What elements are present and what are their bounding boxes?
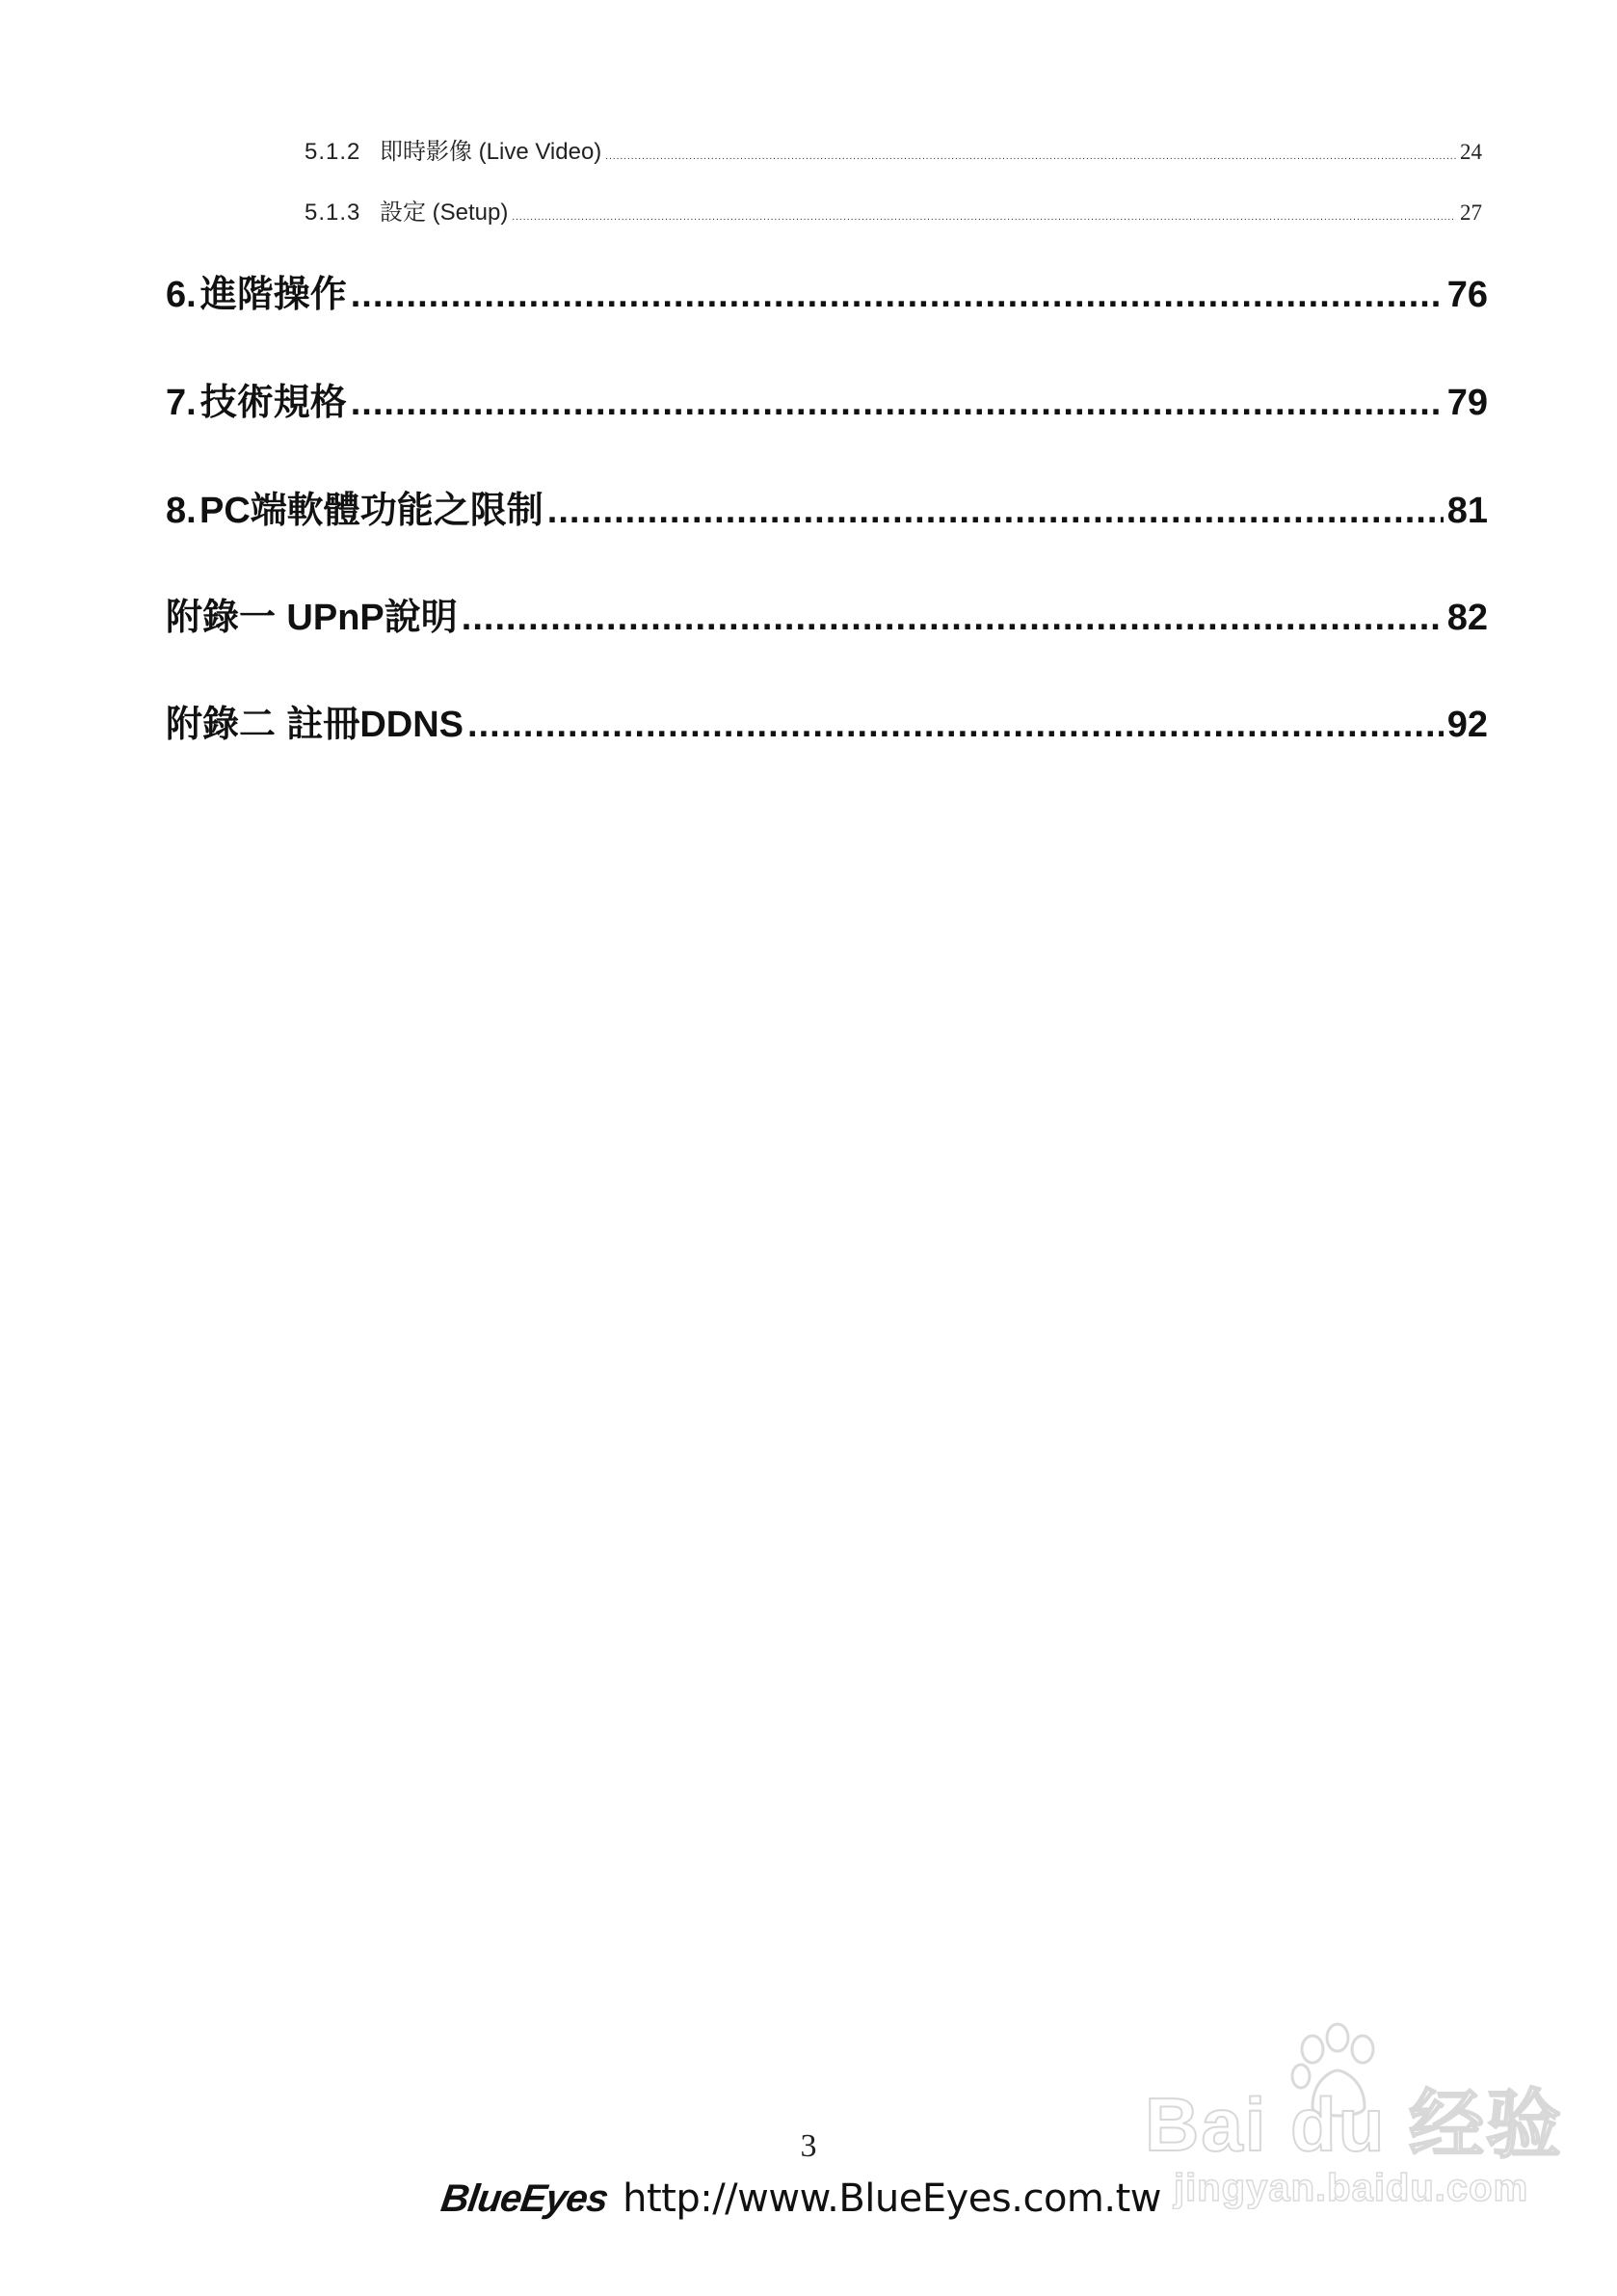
dot-leader [462,598,1444,639]
dot-leader [467,705,1444,746]
dot-leader [351,383,1444,424]
page-footer [437,2176,1162,2221]
toc-entry-title: 即時影像 (Live Video) [380,139,602,165]
baidu-watermark [1126,2020,1564,2223]
toc-chapter-6[interactable] [166,264,1488,317]
toc-entry-title: 設定 (Setup) [380,200,509,226]
toc-chapter-page: 76 [1446,275,1488,315]
toc-entry-5-1-2[interactable] [305,132,1482,166]
toc-entry-number: 5.1.2 [305,139,361,165]
toc-entry-page: 24 [1460,140,1482,164]
watermark-logo-text: Bai du 经验 [1145,2082,1564,2167]
toc-chapter-prefix: 8. [166,491,197,531]
watermark-site-text: jingyan.baidu.com [1174,2167,1529,2209]
toc-entry-number: 5.1.3 [305,200,361,226]
toc-chapter-prefix: 附錄一 [166,598,277,638]
toc-chapter-page: 79 [1446,383,1488,423]
toc-entry-5-1-3[interactable] [305,193,1482,227]
brand-logo: BlueEyes [437,2177,611,2220]
toc-chapter-title: 註冊DDNS [286,705,464,745]
toc-chapter-prefix: 6. [166,275,197,315]
toc-chapter-prefix: 附錄二 [166,705,277,745]
toc-entry-page: 27 [1460,200,1482,225]
toc-chapter-title: 技術規格 [199,383,347,423]
toc-chapter-prefix: 7. [166,383,197,423]
toc-appendix-1[interactable] [166,587,1488,640]
toc-chapter-8[interactable] [166,480,1488,533]
toc-chapter-title: PC端軟體功能之限制 [199,491,543,531]
toc-appendix-2[interactable] [166,694,1488,747]
dot-leader [605,139,1456,166]
dot-leader [547,491,1444,532]
page-number: 3 [800,2128,817,2164]
toc-chapter-page: 82 [1446,598,1488,638]
toc-chapter-page: 81 [1446,491,1488,531]
dot-leader [512,200,1456,227]
toc-chapter-page: 92 [1446,705,1488,745]
dot-leader [351,275,1444,316]
toc-chapter-7[interactable] [166,372,1488,425]
toc-chapter-title: 進階操作 [199,275,347,315]
footer-url-link[interactable]: http://www.BlueEyes.com.tw [623,2176,1162,2221]
toc-chapter-title: UPnP說明 [286,598,458,638]
